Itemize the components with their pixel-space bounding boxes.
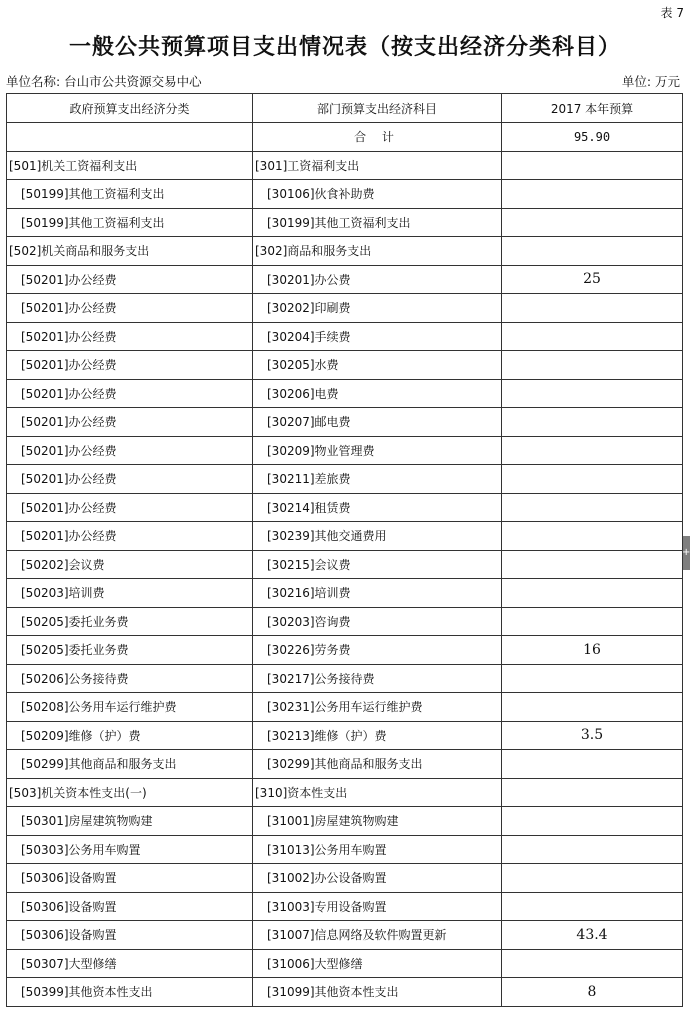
budget-amount-cell xyxy=(502,322,683,351)
table-row xyxy=(7,294,683,323)
gov-class-cell: [50399]其他资本性支出 xyxy=(7,978,253,1007)
gov-class-cell: [50199]其他工资福利支出 xyxy=(7,180,253,209)
table-row xyxy=(7,949,683,978)
dept-subject-cell: [30202]印刷费 xyxy=(253,294,502,323)
budget-amount-cell: 43.4 xyxy=(502,921,683,950)
total-label: 合 计 xyxy=(253,123,502,152)
table-row xyxy=(7,408,683,437)
gov-class-cell: [50201]办公经费 xyxy=(7,351,253,380)
dept-subject-cell: [30215]会议费 xyxy=(253,550,502,579)
dept-subject-cell: [30299]其他商品和服务支出 xyxy=(253,750,502,779)
dept-subject-cell: [31006]大型修缮 xyxy=(253,949,502,978)
budget-amount-cell xyxy=(502,522,683,551)
table-row xyxy=(7,351,683,380)
gov-class-cell: [50201]办公经费 xyxy=(7,379,253,408)
gov-class-cell: [50202]会议费 xyxy=(7,550,253,579)
dept-subject-cell: [30199]其他工资福利支出 xyxy=(253,208,502,237)
budget-amount-cell xyxy=(502,180,683,209)
gov-class-cell: [50303]公务用车购置 xyxy=(7,835,253,864)
budget-amount-cell xyxy=(502,294,683,323)
dept-subject-cell: [31099]其他资本性支出 xyxy=(253,978,502,1007)
dept-subject-cell: [30207]邮电费 xyxy=(253,408,502,437)
gov-class-cell: [50208]公务用车运行维护费 xyxy=(7,693,253,722)
budget-amount-cell xyxy=(502,493,683,522)
gov-class-cell: [50205]委托业务费 xyxy=(7,636,253,665)
table-row xyxy=(7,778,683,807)
dept-subject-cell: [30205]水费 xyxy=(253,351,502,380)
budget-amount-cell xyxy=(502,807,683,836)
budget-amount-cell: 25 xyxy=(502,265,683,294)
gov-class-cell: [50201]办公经费 xyxy=(7,493,253,522)
budget-amount-cell: 8 xyxy=(502,978,683,1007)
dept-subject-cell: [30209]物业管理费 xyxy=(253,436,502,465)
budget-amount-cell xyxy=(502,408,683,437)
table-row xyxy=(7,892,683,921)
gov-class-cell: [50199]其他工资福利支出 xyxy=(7,208,253,237)
gov-class-cell: [50301]房屋建筑物购建 xyxy=(7,807,253,836)
budget-amount-cell xyxy=(502,550,683,579)
table-row xyxy=(7,807,683,836)
table-row xyxy=(7,835,683,864)
budget-amount-cell xyxy=(502,208,683,237)
budget-amount-cell xyxy=(502,864,683,893)
currency-unit: 单位: 万元 xyxy=(621,74,680,89)
header-budget: 2017 本年预算 xyxy=(502,94,683,123)
gov-class-cell: [50201]办公经费 xyxy=(7,322,253,351)
gov-class-cell: [50203]培训费 xyxy=(7,579,253,608)
gov-class-cell: [50201]办公经费 xyxy=(7,265,253,294)
dept-subject-cell: [31002]办公设备购置 xyxy=(253,864,502,893)
table-row xyxy=(7,208,683,237)
dept-subject-cell: [31007]信息网络及软件购置更新 xyxy=(253,921,502,950)
budget-amount-cell xyxy=(502,949,683,978)
budget-amount-cell xyxy=(502,465,683,494)
header-gov-class: 政府预算支出经济分类 xyxy=(7,94,253,123)
budget-amount-cell: 16 xyxy=(502,636,683,665)
total-value: 95.90 xyxy=(502,123,683,152)
dept-subject-cell: [30213]维修（护）费 xyxy=(253,721,502,750)
table-row xyxy=(7,379,683,408)
gov-class-cell: [50209]维修（护）费 xyxy=(7,721,253,750)
table-row xyxy=(7,921,683,950)
table-row xyxy=(7,465,683,494)
table-row xyxy=(7,493,683,522)
table-row xyxy=(7,265,683,294)
gov-class-cell: [50201]办公经费 xyxy=(7,436,253,465)
gov-class-cell: [50299]其他商品和服务支出 xyxy=(7,750,253,779)
budget-table xyxy=(6,93,683,1007)
table-row xyxy=(7,436,683,465)
budget-amount-cell xyxy=(502,693,683,722)
budget-amount-cell xyxy=(502,579,683,608)
page-title: 一般公共预算项目支出情况表（按支出经济分类科目） xyxy=(68,34,621,60)
dept-subject-cell: [31001]房屋建筑物购建 xyxy=(253,807,502,836)
gov-class-cell: [50201]办公经费 xyxy=(7,522,253,551)
dept-subject-cell: [31013]公务用车购置 xyxy=(253,835,502,864)
dept-subject-cell: [310]资本性支出 xyxy=(253,778,502,807)
dept-subject-cell: [30106]伙食补助费 xyxy=(253,180,502,209)
dept-subject-cell: [30214]租赁费 xyxy=(253,493,502,522)
table-row xyxy=(7,151,683,180)
budget-amount-cell xyxy=(502,835,683,864)
dept-subject-cell: [30217]公务接待费 xyxy=(253,664,502,693)
dept-subject-cell: [31003]专用设备购置 xyxy=(253,892,502,921)
gov-class-cell: [50205]委托业务费 xyxy=(7,607,253,636)
budget-amount-cell xyxy=(502,664,683,693)
budget-amount-cell xyxy=(502,750,683,779)
budget-amount-cell xyxy=(502,151,683,180)
gov-class-cell: [50201]办公经费 xyxy=(7,465,253,494)
gov-class-cell: [503]机关资本性支出(一) xyxy=(7,778,253,807)
dept-subject-cell: [30216]培训费 xyxy=(253,579,502,608)
table-row xyxy=(7,180,683,209)
dept-subject-cell: [30226]劳务费 xyxy=(253,636,502,665)
gov-class-cell: [50206]公务接待费 xyxy=(7,664,253,693)
gov-class-cell: [50306]设备购置 xyxy=(7,921,253,950)
gov-class-cell: [501]机关工资福利支出 xyxy=(7,151,253,180)
table-row xyxy=(7,864,683,893)
dept-subject-cell: [30203]咨询费 xyxy=(253,607,502,636)
budget-amount-cell xyxy=(502,778,683,807)
table-row xyxy=(7,721,683,750)
budget-amount-cell xyxy=(502,379,683,408)
table-row xyxy=(7,978,683,1007)
total-row xyxy=(7,123,683,152)
unit-name: 单位名称: 台山市公共资源交易中心 xyxy=(6,74,202,89)
budget-amount-cell: 3.5 xyxy=(502,721,683,750)
dept-subject-cell: [301]工资福利支出 xyxy=(253,151,502,180)
table-row xyxy=(7,607,683,636)
budget-amount-cell xyxy=(502,607,683,636)
table-row xyxy=(7,664,683,693)
header-dept-subject: 部门预算支出经济科目 xyxy=(253,94,502,123)
gov-class-cell: [502]机关商品和服务支出 xyxy=(7,237,253,266)
total-empty-cell xyxy=(7,123,253,152)
table-row xyxy=(7,237,683,266)
dept-subject-cell: [302]商品和服务支出 xyxy=(253,237,502,266)
gov-class-cell: [50306]设备购置 xyxy=(7,892,253,921)
header-row xyxy=(7,94,683,123)
expand-handle-plus-icon[interactable]: + xyxy=(682,536,690,570)
dept-subject-cell: [30231]公务用车运行维护费 xyxy=(253,693,502,722)
dept-subject-cell: [30204]手续费 xyxy=(253,322,502,351)
table-row xyxy=(7,693,683,722)
table-row xyxy=(7,750,683,779)
table-row xyxy=(7,636,683,665)
table-row xyxy=(7,322,683,351)
dept-subject-cell: [30211]差旅费 xyxy=(253,465,502,494)
table-row xyxy=(7,579,683,608)
table-number: 表 7 xyxy=(660,6,684,20)
table-row xyxy=(7,522,683,551)
budget-amount-cell xyxy=(502,237,683,266)
gov-class-cell: [50306]设备购置 xyxy=(7,864,253,893)
table-row xyxy=(7,550,683,579)
budget-amount-cell xyxy=(502,351,683,380)
gov-class-cell: [50201]办公经费 xyxy=(7,408,253,437)
dept-subject-cell: [30206]电费 xyxy=(253,379,502,408)
dept-subject-cell: [30201]办公费 xyxy=(253,265,502,294)
gov-class-cell: [50201]办公经费 xyxy=(7,294,253,323)
budget-amount-cell xyxy=(502,436,683,465)
budget-amount-cell xyxy=(502,892,683,921)
dept-subject-cell: [30239]其他交通费用 xyxy=(253,522,502,551)
gov-class-cell: [50307]大型修缮 xyxy=(7,949,253,978)
